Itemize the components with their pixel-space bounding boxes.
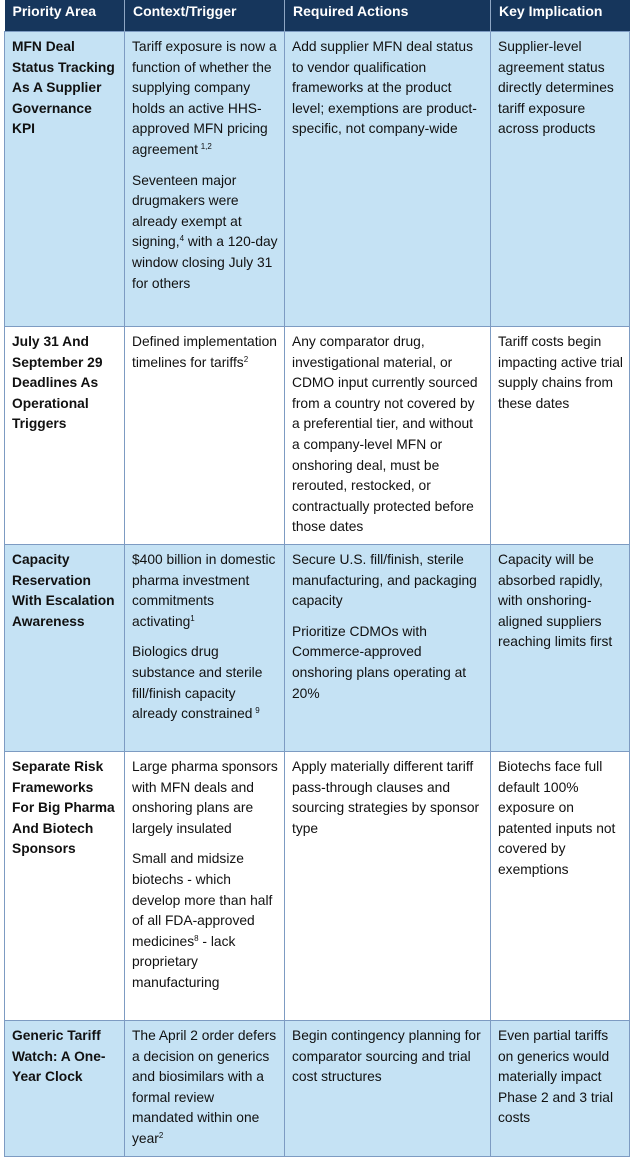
context-cell <box>125 751 285 1020</box>
priority-area-cell: Generic Tariff Watch: A One-Year Clock <box>5 1020 125 1156</box>
context-paragraph <box>132 332 278 373</box>
context-cell <box>125 327 285 545</box>
context-paragraph: Large pharma sponsors with MFN deals and onshoring plans are largely insulated <box>132 758 278 836</box>
footnote-ref: 2 <box>158 1130 164 1140</box>
actions-cell <box>285 751 491 1020</box>
context-text: Seventeen major drugmakers were already exempt at signing, <box>132 172 242 250</box>
action-paragraph: Add supplier MFN deal status to vendor qualification frameworks at the product level; exemptions are product-specific, not company-wide <box>292 39 477 137</box>
actions-cell <box>285 544 491 751</box>
priority-area-cell: MFN Deal Status Tracking As A Supplier Governance KPI <box>5 32 125 327</box>
implication-cell: Even partial tariffs on generics would materially impact Phase 2 and 3 trial costs <box>491 1020 630 1156</box>
context-paragraph <box>132 550 278 632</box>
actions-cell <box>285 327 491 545</box>
context-text: The April 2 order defers a decision on generics and biosimilars with a formal review mandated within one year <box>132 1027 277 1146</box>
footnote-ref: 9 <box>255 706 260 716</box>
context-paragraph <box>132 1026 278 1150</box>
context-paragraph <box>132 849 278 993</box>
actions-cell <box>285 32 491 327</box>
action-paragraph: Any comparator drug, investigational material, or CDMO input currently sourced from a country not covered by a preferential tier, and without a company-level MFN or onshoring deal, must be rerouted, restocked, or contractually protected before those dates <box>292 334 478 535</box>
header-context-trigger: Context/Trigger <box>125 0 285 32</box>
implication-cell: Biotechs face full default 100% exposure on patented inputs not covered by exemptions <box>491 751 630 1020</box>
priority-table <box>4 0 630 1157</box>
priority-area-cell: July 31 And September 29 Deadlines As Operational Triggers <box>5 327 125 545</box>
context-paragraph <box>132 171 278 295</box>
context-paragraph <box>132 37 278 161</box>
actions-cell <box>285 1020 491 1156</box>
header-priority-area: Priority Area <box>5 0 125 32</box>
table-row <box>5 1020 630 1156</box>
action-paragraph: Prioritize CDMOs with Commerce-approved onshoring plans operating at 20% <box>292 623 467 701</box>
context-cell <box>125 1020 285 1156</box>
context-paragraph <box>132 642 278 724</box>
footnote-ref: 8 <box>194 933 199 943</box>
action-paragraph: Apply materially different tariff pass-through clauses and sourcing strategies by sponsor type <box>292 758 480 836</box>
priority-area-cell: Capacity Reservation With Escalation Awareness <box>5 544 125 751</box>
context-text: Biologics drug substance and sterile fill/finish capacity already constrained <box>132 644 263 722</box>
context-text-continued: - lack proprietary manufacturing <box>132 933 236 990</box>
header-required-actions: Required Actions <box>285 0 491 32</box>
context-text: Small and midsize biotechs - which develop more than half of all FDA-approved medicines <box>132 851 273 949</box>
footnote-ref: 4 <box>179 234 185 244</box>
context-text: Defined implementation timelines for tariffs <box>132 334 277 370</box>
footnote-ref: 1 <box>190 613 195 623</box>
context-text: Tariff exposure is now a function of whether the supplying company holds an active HHS-approved MFN pricing agreement <box>132 39 277 157</box>
priority-area-cell: Separate Risk Frameworks For Big Pharma And Biotech Sponsors <box>5 751 125 1020</box>
context-cell <box>125 544 285 751</box>
action-paragraph: Secure U.S. fill/finish, sterile manufacturing, and packaging capacity <box>292 551 477 609</box>
table-row <box>5 327 630 545</box>
table-row <box>5 544 630 751</box>
implication-cell: Supplier-level agreement status directly determines tariff exposure across products <box>491 32 630 327</box>
table-row <box>5 751 630 1020</box>
footnote-ref: 2 <box>243 354 249 364</box>
implication-cell: Capacity will be absorbed rapidly, with onshoring-aligned suppliers reaching limits first <box>491 544 630 751</box>
context-text: $400 billion in domestic pharma investment commitments activating <box>132 551 276 629</box>
footnote-ref: 1,2 <box>200 141 212 151</box>
action-paragraph: Begin contingency planning for comparator sourcing and trial cost structures <box>292 1027 481 1085</box>
table-row <box>5 32 630 327</box>
header-row <box>5 0 630 32</box>
context-text-continued: with a 120-day window closing July 31 for others <box>132 234 278 291</box>
header-key-implication: Key Implication <box>491 0 630 32</box>
context-cell <box>125 32 285 327</box>
implication-cell: Tariff costs begin impacting active trial supply chains from these dates <box>491 327 630 545</box>
